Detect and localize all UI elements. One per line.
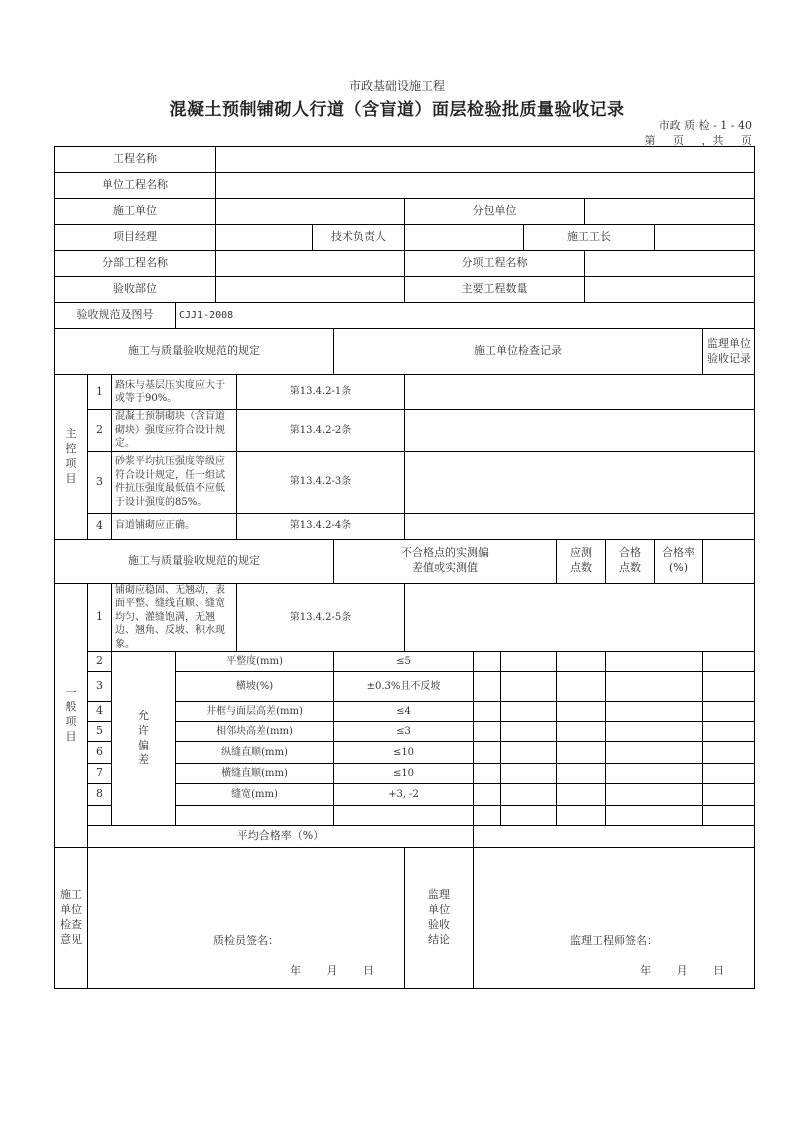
main-row-clause: 第13.4.2-4条 <box>237 513 405 539</box>
tol-row-item <box>176 806 334 826</box>
tol-row-value: ≤5 <box>334 652 474 672</box>
tol-cell[interactable] <box>474 672 501 702</box>
contractor-opinion-label-cell <box>55 848 88 989</box>
tol-row-value: ≤3 <box>334 722 474 742</box>
tol-cell[interactable] <box>474 702 501 722</box>
form-title: 混凝土预制铺砌人行道（含盲道）面层检验批质量验收记录 <box>169 100 625 120</box>
tol-cell[interactable] <box>703 764 755 784</box>
value-subitem[interactable] <box>585 251 755 277</box>
general-row-record[interactable] <box>405 583 755 652</box>
tol-row-item: 井框与面层高差(mm) <box>176 702 334 722</box>
supervisor-conclusion-label-cell <box>405 848 474 989</box>
main-row-no: 3 <box>88 451 112 513</box>
value-subcontract-unit[interactable] <box>585 199 755 225</box>
tol-row-item: 相邻块高差(mm) <box>176 722 334 742</box>
value-main-quantity[interactable] <box>585 277 755 303</box>
tol-row-no: 5 <box>88 722 112 742</box>
tol-cell[interactable] <box>501 784 557 806</box>
tol-cell[interactable] <box>474 764 501 784</box>
avg-pass-rate-label: 平均合格率（%） <box>88 826 474 848</box>
form-code: 市政 质 检 - 1 - 40 <box>658 119 752 132</box>
tolerance-label: 允许偏差 <box>138 708 149 767</box>
supervisor-conclusion-label: 监理单位验收结论 <box>428 888 450 946</box>
tol-row-no: 3 <box>88 672 112 702</box>
tol-row-item: 平整度(mm) <box>176 652 334 672</box>
general-items-group <box>55 583 88 848</box>
main-row-text: 路床与基层压实度应大于或等于90%。 <box>112 375 237 410</box>
tol-cell[interactable] <box>703 784 755 806</box>
tol-cell[interactable] <box>501 764 557 784</box>
general-row-clause: 第13.4.2-5条 <box>237 583 405 652</box>
tol-row-value: ≤10 <box>334 742 474 764</box>
main-items-group <box>55 375 88 540</box>
tol-cell[interactable] <box>474 784 501 806</box>
tol-cell[interactable] <box>501 672 557 702</box>
tol-cell[interactable] <box>606 652 703 672</box>
tol-row-no: 8 <box>88 784 112 806</box>
tol-cell[interactable] <box>501 722 557 742</box>
tol-cell[interactable] <box>557 806 606 826</box>
label-spec: 验收规范及图号 <box>55 303 176 329</box>
tol-cell[interactable] <box>474 742 501 764</box>
header-general-supervisor-blank <box>703 539 755 583</box>
header-qualified-points <box>606 539 655 583</box>
header-supervisor-record <box>703 329 755 375</box>
header-should-measure <box>557 539 606 583</box>
general-row-text: 铺砌应稳固、无翘动，表面平整、缝线直顺、缝宽均匀、灌缝饱满，无翘边、翘角、反坡、积水现象。 <box>112 583 237 652</box>
tol-cell[interactable] <box>557 764 606 784</box>
header-provisions-general: 施工与质量验收规范的规定 <box>55 539 334 583</box>
tol-cell[interactable] <box>606 742 703 764</box>
value-foreman[interactable] <box>655 225 755 251</box>
tol-row-value: +3, -2 <box>334 784 474 806</box>
main-row-clause: 第13.4.2-1条 <box>237 375 405 410</box>
value-spec: CJJ1-2008 <box>176 303 755 329</box>
header-pass-rate <box>655 539 703 583</box>
tol-cell[interactable] <box>606 764 703 784</box>
tol-cell[interactable] <box>703 672 755 702</box>
tol-cell[interactable] <box>557 652 606 672</box>
header-deviation-text: 不合格点的实测偏差值或实测值 <box>401 546 489 574</box>
value-unit-project[interactable] <box>216 173 755 199</box>
main-row-record[interactable] <box>405 451 755 513</box>
tol-cell[interactable] <box>703 742 755 764</box>
value-division[interactable] <box>216 251 405 277</box>
tol-row-item: 横缝直顺(mm) <box>176 764 334 784</box>
header-provisions: 施工与质量验收规范的规定 <box>55 329 334 375</box>
header-contractor-record: 施工单位检查记录 <box>334 329 703 375</box>
supervisor-sign-date: 年 月 日 <box>640 964 725 977</box>
tol-cell[interactable] <box>606 806 703 826</box>
general-row-no: 1 <box>88 583 112 652</box>
main-row-record[interactable] <box>405 513 755 539</box>
label-foreman: 施工工长 <box>524 225 655 251</box>
tol-cell[interactable] <box>557 742 606 764</box>
tol-cell[interactable] <box>703 806 755 826</box>
tol-row-value <box>334 806 474 826</box>
header-should-measure-text: 应测点数 <box>570 546 592 574</box>
tol-row-value: ≤4 <box>334 702 474 722</box>
label-tech-lead: 技术负责人 <box>313 225 405 251</box>
tol-row-item: 纵缝直顺(mm) <box>176 742 334 764</box>
value-tech-lead[interactable] <box>405 225 524 251</box>
tol-cell[interactable] <box>557 672 606 702</box>
tolerance-group <box>112 652 176 826</box>
tol-cell[interactable] <box>606 784 703 806</box>
form-subtitle: 市政基础设施工程 <box>348 79 445 93</box>
label-subitem: 分项工程名称 <box>405 251 585 277</box>
value-project-name[interactable] <box>216 147 755 173</box>
main-row-record[interactable] <box>405 375 755 410</box>
header-pass-rate-text: 合格率(%) <box>662 546 695 574</box>
tol-cell[interactable] <box>703 702 755 722</box>
tol-cell[interactable] <box>501 652 557 672</box>
value-project-manager[interactable] <box>216 225 313 251</box>
tol-row-no: 6 <box>88 742 112 764</box>
main-row-no: 4 <box>88 513 112 539</box>
tol-cell[interactable] <box>474 722 501 742</box>
tol-cell[interactable] <box>501 742 557 764</box>
tol-cell[interactable] <box>501 806 557 826</box>
header-qualified-points-text: 合格点数 <box>619 546 641 574</box>
header-supervisor-record-text: 监理单位验收记录 <box>707 336 751 365</box>
main-row-text: 盲道铺砌应正确。 <box>112 513 237 539</box>
tol-cell[interactable] <box>501 702 557 722</box>
tol-cell[interactable] <box>474 652 501 672</box>
tol-row-item: 缝宽(mm) <box>176 784 334 806</box>
main-row-no: 1 <box>88 375 112 410</box>
inspection-form-table <box>54 146 755 989</box>
tol-cell[interactable] <box>703 722 755 742</box>
tol-row-no: 4 <box>88 702 112 722</box>
label-construction-unit: 施工单位 <box>55 199 216 225</box>
tol-row-no: 7 <box>88 764 112 784</box>
main-items-label: 主控项目 <box>65 427 77 485</box>
page-info: 第 页 ，共 页 <box>644 134 752 147</box>
tol-row-value: ≤10 <box>334 764 474 784</box>
tol-row-item: 横坡(%) <box>176 672 334 702</box>
tol-cell[interactable] <box>474 806 501 826</box>
main-row-no: 2 <box>88 410 112 452</box>
main-row-clause: 第13.4.2-2条 <box>237 410 405 452</box>
tol-row-no <box>88 806 112 826</box>
engineer-sign-label: 监理工程师签名： <box>570 934 659 947</box>
tol-cell[interactable] <box>606 722 703 742</box>
contractor-opinion-label: 施工单位检查意见 <box>60 888 82 946</box>
tol-row-value: ±0.3%且不反坡 <box>334 672 474 702</box>
header-deviation <box>334 539 557 583</box>
tol-cell[interactable] <box>557 722 606 742</box>
tol-cell[interactable] <box>703 652 755 672</box>
tol-cell[interactable] <box>557 702 606 722</box>
supervisor-signature-area[interactable] <box>474 848 755 989</box>
value-inspection-part[interactable] <box>216 277 405 303</box>
value-construction-unit[interactable] <box>216 199 405 225</box>
label-unit-project: 单位工程名称 <box>55 173 216 199</box>
tol-cell[interactable] <box>557 784 606 806</box>
contractor-sign-date: 年 月 日 <box>290 964 374 977</box>
label-inspection-part: 验收部位 <box>55 277 216 303</box>
label-division: 分部工程名称 <box>55 251 216 277</box>
label-subcontract-unit: 分包单位 <box>405 199 585 225</box>
contractor-signature-area[interactable] <box>88 848 405 989</box>
label-main-quantity: 主要工程数量 <box>405 277 585 303</box>
tol-cell[interactable] <box>606 702 703 722</box>
main-row-record[interactable] <box>405 410 755 452</box>
label-project-manager: 项目经理 <box>55 225 216 251</box>
avg-pass-rate-value[interactable] <box>474 826 755 848</box>
tol-row-no: 2 <box>88 652 112 672</box>
main-row-clause: 第13.4.2-3条 <box>237 451 405 513</box>
tol-cell[interactable] <box>606 672 703 702</box>
main-row-text: 砂浆平均抗压强度等级应符合设计规定，任一组试件抗压强度最低值不应低于设计强度的85%。 <box>112 451 237 513</box>
label-project-name: 工程名称 <box>55 147 216 173</box>
general-items-label: 一般项目 <box>65 685 77 744</box>
inspector-sign-label: 质检员签名： <box>213 934 279 947</box>
main-row-text: 混凝土预制砌块（含盲道砌块）强度应符合设计规定。 <box>112 410 237 452</box>
